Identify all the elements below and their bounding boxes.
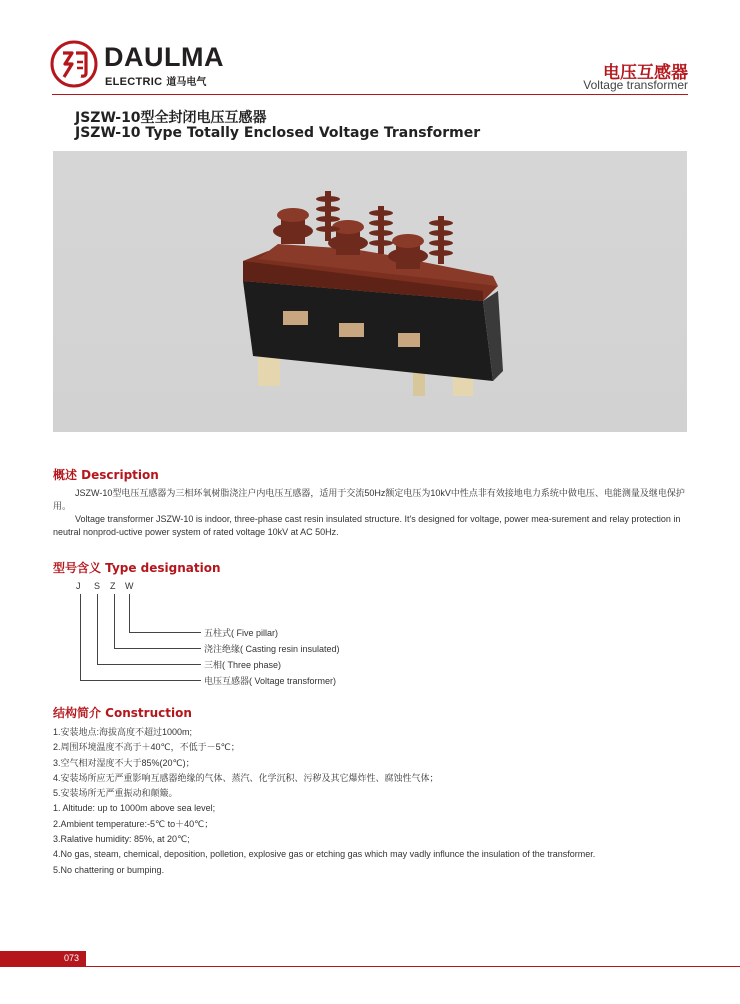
brand-sub-en: ELECTRIC	[105, 76, 163, 88]
construction-heading: 结构简介 Construction	[53, 706, 192, 720]
designation-line-s-v	[97, 594, 98, 664]
daulma-logo-icon	[50, 40, 98, 88]
designation-line-z-v	[114, 594, 115, 648]
designation-letter-j: J	[76, 581, 81, 591]
construction-item-cn-2: 2.周围环境温度不高于＋40℃，不低于－5℃；	[53, 742, 240, 753]
page-number: 073	[64, 953, 80, 963]
construction-item-cn-5: 5.安装场所无严重振动和颠簸。	[53, 788, 178, 799]
product-title-en: JSZW-10 Type Totally Enclosed Voltage Transformer	[75, 125, 481, 141]
construction-item-en-1: 1. Altitude: up to 1000m above sea level;	[53, 803, 216, 814]
designation-meaning-s: 三相( Three phase)	[204, 660, 282, 670]
designation-line-s-h	[97, 664, 201, 665]
construction-item-cn-4: 4.安装场所应无严重影响互感器绝缘的气体、蒸汽、化学沉积、污秽及其它爆炸性、腐蚀性气体；	[53, 772, 439, 783]
description-body	[53, 487, 689, 539]
brand-name: DAULMA	[104, 42, 224, 72]
description-heading: 概述 Description	[53, 468, 159, 482]
construction-item-en-5: 5.No chattering or bumping.	[53, 864, 165, 875]
designation-line-j-h	[80, 680, 201, 681]
construction-item-en-3: 3.Ralative humidity: 85%, at 20℃;	[53, 834, 190, 845]
designation-meaning-w: 五柱式( Five pillar)	[204, 628, 279, 638]
construction-item-cn-3: 3.空气相对湿度不大于85%(20℃)；	[53, 757, 195, 768]
designation-line-w-h	[129, 632, 201, 633]
designation-line-w-v	[129, 594, 130, 632]
designation-meaning-j: 电压互感器( Voltage transformer)	[204, 676, 337, 686]
designation-line-z-h	[114, 648, 201, 649]
footer-divider	[86, 966, 740, 967]
construction-item-cn-1: 1.安装地点:海拔高度不超过1000m;	[53, 727, 193, 737]
designation-letter-w: W	[125, 581, 134, 591]
construction-item-en-4: 4.No gas, steam, chemical, deposition, polletion, explosive gas or etching gas which may vadly influnce the insulation of the transformer.	[53, 849, 596, 860]
brand-sub-cn: 道马电气	[166, 77, 207, 88]
type-designation-heading: 型号含义 Type designation	[53, 561, 221, 575]
voltage-transformer-image	[53, 151, 687, 432]
designation-line-j-v	[80, 594, 81, 680]
header-divider	[52, 94, 688, 95]
designation-meaning-z: 浇注绝缘( Casting resin insulated)	[204, 644, 340, 654]
category-title-cn: 电压互感器	[603, 63, 688, 83]
category-title-en: Voltage transformer	[583, 78, 688, 92]
product-title-cn: JSZW-10型全封闭电压互感器	[75, 110, 267, 126]
designation-letter-s: S	[94, 581, 101, 591]
description-text-cn: JSZW-10型电压互感器为三相环氧树脂浇注户内电压互感器，适用于交流50Hz额定电压为10kV中性点非有效接地电力系统中做电压、电能测量及继电保护用。	[53, 488, 685, 511]
construction-list	[53, 725, 693, 878]
designation-letter-z: Z	[110, 581, 116, 591]
brand-subtitle	[105, 73, 206, 88]
construction-item-en-2: 2.Ambient temperature:-5℃ to＋40℃；	[53, 818, 214, 829]
product-photo	[53, 151, 687, 432]
description-text-en: Voltage transformer JSZW-10 is indoor, three-phase cast resin insulated structure. It's designed for voltage, power mea-surement and relay protection in neutral nonprod-uctive power system of rated voltage 10kV at AC 50Hz.	[53, 514, 681, 537]
